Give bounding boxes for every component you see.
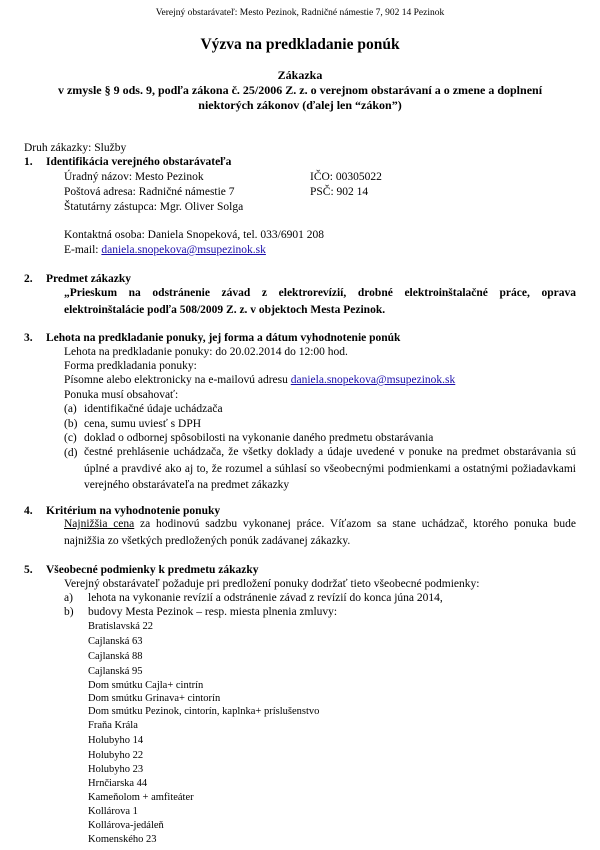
item-a-text: identifikačné údaje uchádzača <box>84 403 223 415</box>
contract-type: Druh zákazky: Služby <box>24 142 127 154</box>
building-item: Cajlanská 63 <box>88 636 143 647</box>
statutory-representative: Štatutárny zástupca: Mgr. Oliver Solga <box>64 201 244 213</box>
subtitle-line-1: Zákazka <box>277 68 323 82</box>
building-item: Komenského 23 <box>88 834 157 845</box>
official-name: Úradný názov: Mesto Pezinok <box>64 171 204 183</box>
section-4-number: 4. <box>24 505 33 517</box>
ico: IČO: 00305022 <box>310 171 382 183</box>
building-item: Holubyho 23 <box>88 764 144 775</box>
building-item: Kameňolom + amfiteáter <box>88 792 194 803</box>
section-5-number: 5. <box>24 564 33 576</box>
item-c-text: doklad o odbornej spôsobilosti na vykonanie daného predmetu obstarávania <box>84 432 434 444</box>
item-b-label: (b) <box>64 418 78 430</box>
section-1-heading: Identifikácia verejného obstarávateľa <box>46 156 232 168</box>
item-a-label: (a) <box>64 403 77 415</box>
contact-email-line <box>64 243 266 257</box>
item-d-text: čestné prehlásenie uchádzača, že všetky doklady a údaje uvedené v ponuke na predmet obstarávania sú úplné a pravdivé ako aj to, že rozumel a súhlasí so všeobecnými podmienkami a ostatnými požiadavkami verejného obstarávateľa na predmet zákazky <box>84 446 576 491</box>
submission-deadline: Lehota na predkladanie ponuky: do 20.02.2014 do 12:00 hod. <box>64 346 348 358</box>
submission-form-label: Forma predkladania ponuky: <box>64 360 197 372</box>
postal-address: Poštová adresa: Radničné námestie 7 <box>64 186 235 198</box>
section-3-number: 3. <box>24 332 33 344</box>
building-item: Bratislavská 22 <box>88 621 154 632</box>
item-b-text: cena, sumu uviesť s DPH <box>84 418 202 430</box>
submission-method <box>64 373 455 387</box>
building-item: Kollárova-jedáleň <box>88 820 164 831</box>
criterion-text <box>64 516 576 549</box>
section-5-heading: Všeobecné podmienky k predmetu zákazky <box>46 564 259 576</box>
section-1-number: 1. <box>24 156 33 168</box>
page-title: Výzva na predkladanie ponúk <box>200 36 400 53</box>
building-item: Dom smútku Grinava+ cintorín <box>88 693 221 704</box>
criterion-description: za hodinovú sadzbu vykonanej práce. Víťazom sa stane uchádzač, ktorého ponuka bude najnižšia zo všetkých predložených ponúk zadávanej zákazky. <box>64 518 576 547</box>
condition-b-text: budovy Mesta Pezinok – resp. miesta plnenia zmluvy: <box>88 606 338 618</box>
building-item: Fraňa Krála <box>88 720 138 731</box>
lowest-price-label: Najnižšia cena <box>64 518 135 530</box>
page-header: Verejný obstarávateľ: Mesto Pezinok, Radničné námestie 7, 902 14 Pezinok <box>155 8 445 18</box>
building-item: Hrnčiarska 44 <box>88 778 148 789</box>
section-3-heading: Lehota na predkladanie ponuky, jej forma a dátum vyhodnotenie ponúk <box>46 332 401 344</box>
item-c-label: (c) <box>64 432 77 444</box>
condition-a-label: a) <box>64 592 73 604</box>
building-item: Cajlanská 88 <box>88 651 143 662</box>
building-item: Holubyho 14 <box>88 735 144 746</box>
section-4-heading: Kritérium na vyhodnotenie ponuky <box>46 505 221 517</box>
section-2-number: 2. <box>24 273 33 285</box>
subtitle-line-2: v zmysle § 9 ods. 9, podľa zákona č. 25/2006 Z. z. o verejnom obstarávaní a o zmene a doplnení niektorých zákonov (ďalej len “zákon”) <box>57 83 543 112</box>
subtitle <box>40 68 560 113</box>
subject-description: „Prieskum na odstránenie závad z elektrorevízií, drobné elektroinštalačné práce, oprava elektroinštalácie podľa 508/2009 Z. z. v objektoch Mesta Pezinok. <box>64 287 576 316</box>
building-item: Cajlanská 95 <box>88 666 143 677</box>
submission-method-text: Písomne alebo elektronicky na e-mailovú adresu <box>64 374 291 386</box>
building-item: Kollárova 1 <box>88 806 138 817</box>
condition-a-text: lehota na vykonanie revízií a odstránenie závad z revízií do konca júna 2014, <box>88 592 443 604</box>
building-item: Dom smútku Cajla+ cintrín <box>88 680 204 691</box>
postal-code: PSČ: 902 14 <box>310 186 369 198</box>
conditions-intro: Verejný obstarávateľ požaduje pri predložení ponuky dodržať tieto všeobecné podmienky: <box>64 578 480 590</box>
email-label: E-mail: <box>64 244 102 256</box>
section-2-heading: Predmet zákazky <box>46 273 132 285</box>
building-item: Dom smútku Pezinok, cintorín, kaplnka+ príslušenstvo <box>88 706 320 717</box>
contact-person: Kontaktná osoba: Daniela Snopeková, tel. 033/6901 208 <box>64 229 324 241</box>
offer-contents-label: Ponuka musí obsahovať: <box>64 389 179 401</box>
submission-email-link[interactable]: daniela.snopekova@msupezinok.sk <box>290 374 456 386</box>
contact-email-link[interactable]: daniela.snopekova@msupezinok.sk <box>101 244 266 256</box>
condition-b-label: b) <box>64 606 74 618</box>
item-d-label: (d) <box>64 447 78 459</box>
building-item: Holubyho 22 <box>88 750 144 761</box>
